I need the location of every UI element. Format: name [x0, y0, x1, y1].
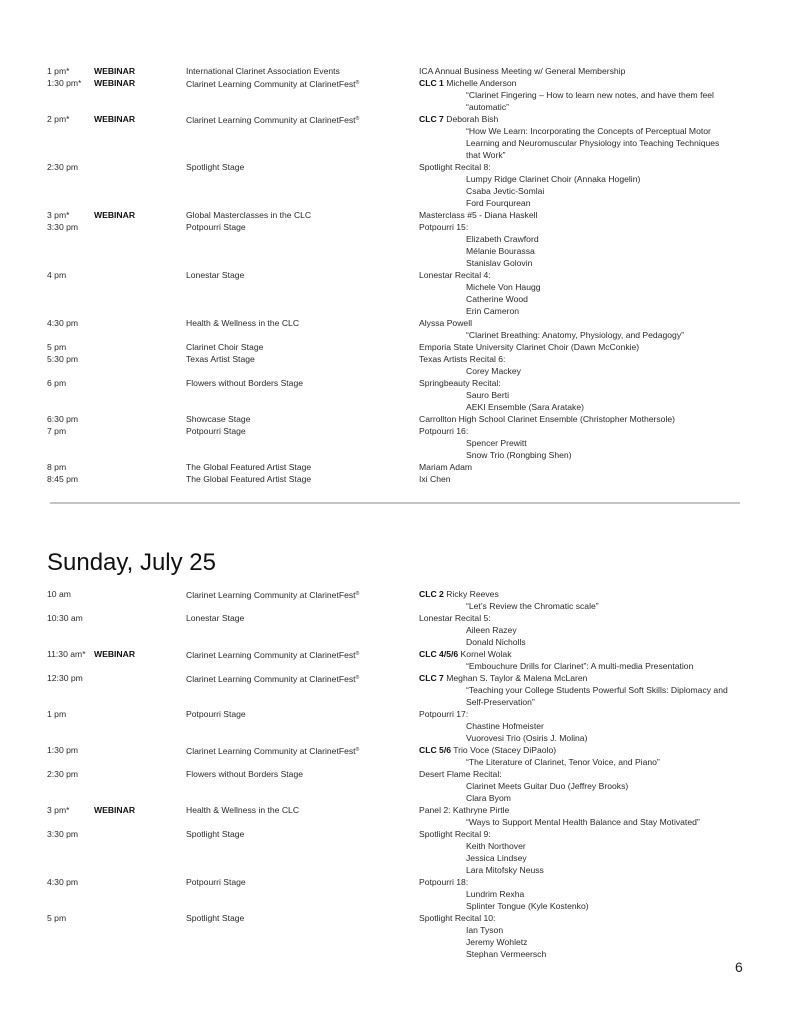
event-detail — [419, 77, 516, 89]
detail-text: “How We Learn: Incorporating the Concepts of Perceptual Motor — [466, 126, 711, 136]
detail-text: Kornel Wolak — [458, 649, 512, 659]
event-detail-sub — [466, 864, 544, 876]
event-venue — [186, 413, 251, 425]
detail-text: ICA Annual Business Meeting w/ General Membership — [419, 66, 626, 76]
event-time: 6:30 pm — [47, 414, 79, 424]
venue-name: Clarinet Choir Stage — [186, 342, 264, 352]
event-time: 12:30 pm — [47, 673, 83, 683]
event-detail-sub — [466, 900, 589, 912]
event-venue — [186, 353, 255, 365]
venue-name: Spotlight Stage — [186, 829, 245, 839]
webinar-badge: WEBINAR — [94, 114, 136, 124]
registered-mark: ® — [355, 747, 360, 753]
event-detail-sub — [466, 624, 517, 636]
event-venue — [186, 341, 263, 353]
event-detail-sub — [466, 137, 719, 149]
event-detail — [419, 744, 556, 756]
event-detail-sub — [466, 197, 531, 209]
detail-text: Chastine Hofmeister — [466, 721, 544, 731]
event-time: 11:30 am* — [47, 649, 86, 659]
event-venue — [186, 461, 311, 473]
event-detail-sub — [466, 924, 503, 936]
detail-text: Ford Fourqurean — [466, 198, 531, 208]
event-detail — [419, 221, 468, 233]
event-detail-sub — [466, 948, 546, 960]
event-time: 1 pm — [47, 709, 67, 719]
event-venue — [186, 648, 359, 661]
webinar-badge: WEBINAR — [94, 66, 136, 76]
event-detail — [419, 461, 472, 473]
event-venue — [186, 876, 246, 888]
event-detail-sub — [466, 281, 541, 293]
event-detail-sub — [466, 365, 521, 377]
session-code: CLC 2 — [419, 589, 444, 599]
event-venue — [186, 209, 311, 221]
event-detail-sub — [466, 233, 539, 245]
event-time: 1:30 pm* — [47, 78, 82, 88]
event-detail — [419, 804, 509, 816]
event-venue — [186, 588, 359, 601]
event-time: 10 am — [47, 589, 71, 599]
event-venue — [186, 672, 359, 685]
event-detail-sub — [466, 101, 509, 113]
detail-text: Potpourri 16: — [419, 426, 469, 436]
event-detail — [419, 648, 512, 660]
detail-text: Potpourri 17: — [419, 709, 469, 719]
event-time: 2:30 pm — [47, 769, 79, 779]
event-detail-sub — [466, 173, 640, 185]
venue-name: Clarinet Learning Community at ClarinetFest — [186, 590, 356, 600]
event-detail-sub — [466, 816, 700, 828]
event-venue — [186, 708, 246, 720]
detail-text: Ian Tyson — [466, 925, 504, 935]
webinar-badge: WEBINAR — [94, 649, 136, 659]
event-venue — [186, 612, 244, 624]
event-time: 5:30 pm — [47, 354, 79, 364]
detail-text: Snow Trio (Rongbing Shen) — [466, 450, 572, 460]
event-detail — [419, 588, 499, 600]
event-detail-sub — [466, 389, 509, 401]
event-time: 7 pm — [47, 426, 67, 436]
venue-name: The Global Featured Artist Stage — [186, 462, 312, 472]
session-code: CLC 1 — [419, 78, 444, 88]
event-time: 8:45 pm — [47, 474, 79, 484]
event-venue — [186, 744, 359, 757]
event-detail — [419, 65, 625, 77]
detail-text: Spotlight Recital 8: — [419, 162, 491, 172]
event-venue — [186, 269, 244, 281]
detail-text: Vuorovesi Trio (Osiris J. Molina) — [466, 733, 588, 743]
venue-name: Health & Wellness in the CLC — [186, 805, 300, 815]
detail-text: Keith Northover — [466, 841, 526, 851]
event-detail — [419, 209, 537, 221]
event-detail — [419, 317, 472, 329]
event-venue — [186, 65, 340, 77]
webinar-badge: WEBINAR — [94, 210, 136, 220]
event-time: 3:30 pm — [47, 222, 79, 232]
event-detail — [419, 413, 675, 425]
detail-text: Clarinet Meets Guitar Duo (Jeffrey Brooks) — [466, 781, 629, 791]
event-detail — [419, 876, 468, 888]
detail-text: that Work” — [466, 150, 506, 160]
event-detail-sub — [466, 852, 527, 864]
event-detail — [419, 113, 498, 125]
venue-name: Clarinet Learning Community at ClarinetFest — [186, 650, 356, 660]
detail-text: Michele Von Haugg — [466, 282, 541, 292]
event-detail — [419, 353, 505, 365]
venue-name: Potpourri Stage — [186, 877, 246, 887]
session-code: CLC 4/5/6 — [419, 649, 459, 659]
venue-name: Global Masterclasses in the CLC — [186, 210, 312, 220]
event-venue — [186, 425, 246, 437]
webinar-badge: WEBINAR — [94, 805, 136, 815]
event-detail — [419, 161, 491, 173]
event-detail-sub — [466, 840, 526, 852]
detail-text: Springbeauty Recital: — [419, 378, 501, 388]
detail-text: Lumpy Ridge Clarinet Choir (Annaka Hogelin) — [466, 174, 641, 184]
event-detail-sub — [466, 305, 519, 317]
detail-text: Donald Nicholls — [466, 637, 526, 647]
registered-mark: ® — [355, 651, 360, 657]
detail-text: “automatic” — [466, 102, 509, 112]
event-detail — [419, 672, 587, 684]
detail-text: Jessica Lindsey — [466, 853, 527, 863]
event-detail-sub — [466, 257, 532, 269]
detail-text: Erin Cameron — [466, 306, 520, 316]
event-time: 1:30 pm — [47, 745, 79, 755]
detail-text: “Let’s Review the Chromatic scale” — [466, 601, 599, 611]
event-time: 4 pm — [47, 270, 67, 280]
detail-text: Ixi Chen — [419, 474, 451, 484]
event-detail-sub — [466, 792, 511, 804]
detail-text: Spotlight Recital 9: — [419, 829, 491, 839]
event-venue — [186, 912, 244, 924]
event-detail-sub — [466, 329, 684, 341]
detail-text: Desert Flame Recital: — [419, 769, 502, 779]
detail-text: Lara Mitofsky Neuss — [466, 865, 544, 875]
detail-text: Lonestar Recital 5: — [419, 613, 491, 623]
event-detail-sub — [466, 660, 693, 672]
venue-name: Health & Wellness in the CLC — [186, 318, 300, 328]
venue-name: The Global Featured Artist Stage — [186, 474, 312, 484]
event-time: 8 pm — [47, 462, 67, 472]
registered-mark: ® — [355, 675, 360, 681]
detail-text: “Embouchure Drills for Clarinet”: A multi-media Presentation — [466, 661, 694, 671]
detail-text: “Clarinet Breathing: Anatomy, Physiology, and Pedagogy” — [466, 330, 684, 340]
event-detail — [419, 828, 491, 840]
detail-text: Lundrim Rexha — [466, 889, 525, 899]
detail-text: Carrollton High School Clarinet Ensemble (Christopher Mothersole) — [419, 414, 676, 424]
detail-text: Spotlight Recital 10: — [419, 913, 496, 923]
detail-text: Ricky Reeves — [443, 589, 499, 599]
detail-text: Learning and Neuromuscular Physiology into Teaching Techniques — [466, 138, 720, 148]
event-detail-sub — [466, 936, 527, 948]
detail-text: Potpourri 18: — [419, 877, 469, 887]
event-detail — [419, 612, 491, 624]
venue-name: Clarinet Learning Community at ClarinetFest — [186, 746, 356, 756]
event-time: 5 pm — [47, 913, 67, 923]
day-heading-sunday: Sunday, July 25 — [47, 549, 216, 577]
event-venue — [186, 473, 311, 485]
event-venue — [186, 161, 244, 173]
event-time: 2 pm* — [47, 114, 70, 124]
event-detail — [419, 425, 468, 437]
detail-text: AEKI Ensemble (Sara Aratake) — [466, 402, 584, 412]
detail-text: Stephan Vermeersch — [466, 949, 547, 959]
venue-name: Spotlight Stage — [186, 913, 245, 923]
event-time: 5 pm — [47, 342, 67, 352]
event-detail-sub — [466, 756, 660, 768]
event-detail — [419, 341, 639, 353]
detail-text: Trio Voce (Stacey DiPaolo) — [451, 745, 557, 755]
detail-text: Spencer Prewitt — [466, 438, 527, 448]
event-venue — [186, 377, 303, 389]
event-venue — [186, 828, 244, 840]
detail-text: Aileen Razey — [466, 625, 517, 635]
event-time: 4:30 pm — [47, 877, 79, 887]
detail-text: “Clarinet Fingering – How to learn new notes, and have them feel — [466, 90, 714, 100]
venue-name: Clarinet Learning Community at ClarinetFest — [186, 79, 356, 89]
detail-text: Corey Mackey — [466, 366, 521, 376]
event-detail-sub — [466, 293, 528, 305]
detail-text: Splinter Tongue (Kyle Kostenko) — [466, 901, 589, 911]
session-code: CLC 7 — [419, 673, 444, 683]
event-detail-sub — [466, 732, 587, 744]
event-time: 3 pm* — [47, 210, 70, 220]
detail-text: Deborah Bish — [443, 114, 499, 124]
event-detail-sub — [466, 437, 527, 449]
event-detail-sub — [466, 449, 572, 461]
page-number: 6 — [735, 959, 743, 975]
detail-text: Mélanie Bourassa — [466, 246, 535, 256]
event-time: 4:30 pm — [47, 318, 79, 328]
event-detail-sub — [466, 245, 535, 257]
event-time: 3:30 pm — [47, 829, 79, 839]
registered-mark: ® — [355, 116, 360, 122]
event-detail-sub — [466, 696, 535, 708]
venue-name: International Clarinet Association Events — [186, 66, 340, 76]
day-divider — [50, 502, 740, 504]
detail-text: Meghan S. Taylor & Malena McLaren — [443, 673, 588, 683]
detail-text: Emporia State University Clarinet Choir (Dawn McConkie) — [419, 342, 640, 352]
event-detail — [419, 377, 501, 389]
detail-text: Elizabeth Crawford — [466, 234, 539, 244]
detail-text: Jeremy Wohletz — [466, 937, 528, 947]
detail-text: Texas Artists Recital 6: — [419, 354, 506, 364]
event-detail-sub — [466, 600, 599, 612]
detail-text: Self-Preservation” — [466, 697, 535, 707]
detail-text: Potpourri 15: — [419, 222, 469, 232]
event-detail-sub — [466, 185, 544, 197]
venue-name: Flowers without Borders Stage — [186, 769, 304, 779]
event-venue — [186, 77, 359, 90]
detail-text: “The Literature of Clarinet, Tenor Voice, and Piano” — [466, 757, 660, 767]
detail-text: Panel 2: Kathryne Pirtle — [419, 805, 510, 815]
venue-name: Potpourri Stage — [186, 222, 246, 232]
webinar-badge: WEBINAR — [94, 78, 136, 88]
detail-text: Stanislav Golovin — [466, 258, 533, 268]
registered-mark: ® — [355, 591, 360, 597]
event-venue — [186, 113, 359, 126]
event-detail-sub — [466, 401, 584, 413]
session-code: CLC 5/6 — [419, 745, 451, 755]
detail-text: “Ways to Support Mental Health Balance and Stay Motivated” — [466, 817, 700, 827]
venue-name: Lonestar Stage — [186, 613, 245, 623]
event-venue — [186, 768, 303, 780]
venue-name: Showcase Stage — [186, 414, 251, 424]
detail-text: Masterclass #5 - Diana Haskell — [419, 210, 538, 220]
event-detail — [419, 269, 491, 281]
detail-text: Lonestar Recital 4: — [419, 270, 491, 280]
event-time: 3 pm* — [47, 805, 70, 815]
session-code: CLC 7 — [419, 114, 444, 124]
event-detail-sub — [466, 684, 728, 696]
venue-name: Spotlight Stage — [186, 162, 245, 172]
venue-name: Clarinet Learning Community at ClarinetFest — [186, 674, 356, 684]
event-detail-sub — [466, 89, 714, 101]
detail-text: Csaba Jevtic-Somlai — [466, 186, 545, 196]
event-detail — [419, 473, 451, 485]
event-detail — [419, 708, 468, 720]
venue-name: Lonestar Stage — [186, 270, 245, 280]
event-time: 2:30 pm — [47, 162, 79, 172]
detail-text: “Teaching your College Students Powerful Soft Skills: Diplomacy and — [466, 685, 728, 695]
registered-mark: ® — [355, 80, 360, 86]
event-detail-sub — [466, 636, 526, 648]
event-detail — [419, 768, 502, 780]
venue-name: Texas Artist Stage — [186, 354, 255, 364]
event-detail — [419, 912, 495, 924]
detail-text: Michelle Anderson — [443, 78, 517, 88]
event-detail-sub — [466, 780, 628, 792]
event-detail-sub — [466, 720, 544, 732]
detail-text: Alyssa Powell — [419, 318, 473, 328]
event-venue — [186, 221, 246, 233]
venue-name: Flowers without Borders Stage — [186, 378, 304, 388]
venue-name: Potpourri Stage — [186, 709, 246, 719]
detail-text: Catherine Wood — [466, 294, 528, 304]
event-detail-sub — [466, 888, 524, 900]
event-venue — [186, 317, 299, 329]
event-time: 6 pm — [47, 378, 67, 388]
detail-text: Sauro Berti — [466, 390, 509, 400]
venue-name: Potpourri Stage — [186, 426, 246, 436]
detail-text: Mariam Adam — [419, 462, 473, 472]
venue-name: Clarinet Learning Community at ClarinetFest — [186, 115, 356, 125]
detail-text: Clara Byom — [466, 793, 511, 803]
event-venue — [186, 804, 299, 816]
event-detail-sub — [466, 149, 505, 161]
event-time: 10:30 am — [47, 613, 83, 623]
event-time: 1 pm* — [47, 66, 70, 76]
event-detail-sub — [466, 125, 711, 137]
